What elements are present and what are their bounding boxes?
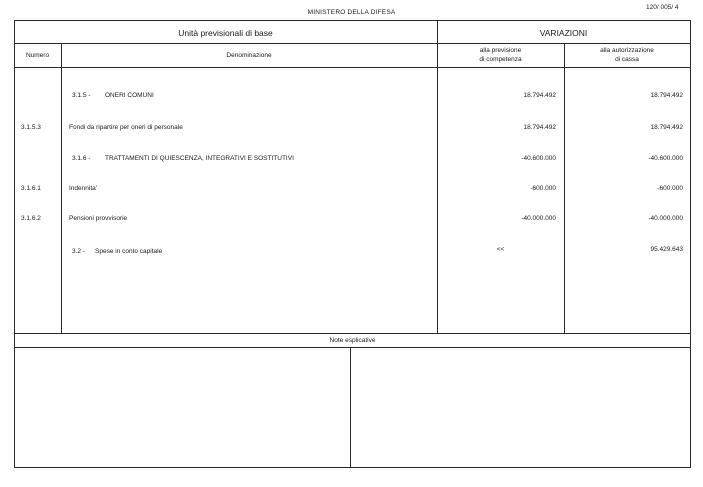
row-6-competenza: << <box>496 246 505 253</box>
table-body-bottom <box>14 333 691 334</box>
variations-title: VARIAZIONI <box>539 28 588 38</box>
row-4-cassa: -600.000 <box>657 185 683 192</box>
col-header-competenza-line1: alla previsione <box>479 47 522 54</box>
row-1-competenza: 18.794.492 <box>523 92 556 99</box>
row-4-denominazione: Indennita' <box>69 185 97 192</box>
row-3-denominazione: TRATTAMENTI DI QUIESCENZA, INTEGRATIVI E SOSTITUTIVI <box>105 155 294 162</box>
row-3-cassa: -40.600.000 <box>648 155 683 162</box>
row-5-numero: 3.1.6.2 <box>21 215 41 222</box>
row-3-code: 3.1.6 - <box>72 155 91 162</box>
group-header-divider <box>14 43 691 44</box>
col-header-cassa-line2: di cassa <box>615 56 639 63</box>
col-divider-denominazione <box>437 20 438 334</box>
row-1-denominazione: ONERI COMUNI <box>105 92 154 99</box>
row-1-code: 3.1.5 - <box>72 92 91 99</box>
row-6-denominazione: Spese in conto capitale <box>95 248 163 255</box>
row-2-numero: 3.1.5.3 <box>21 124 41 131</box>
frame-right <box>690 20 691 468</box>
col-header-numero: Numero <box>25 52 50 59</box>
notes-title: Note esplicative <box>329 337 376 344</box>
row-3-competenza: -40.600.000 <box>521 155 556 162</box>
row-2-competenza: 18.794.492 <box>523 124 556 131</box>
notes-title-divider <box>14 347 691 348</box>
group-title: Unità previsionali di base <box>178 28 273 38</box>
row-6-cassa: 95.429.643 <box>650 246 683 253</box>
col-header-denominazione: Denominazione <box>226 52 272 59</box>
frame-left <box>14 20 15 468</box>
frame-bottom <box>14 467 691 468</box>
ministry-title: MINISTERO DELLA DIFESA <box>307 9 396 16</box>
notes-divider <box>350 347 351 468</box>
frame-top <box>14 20 691 21</box>
row-6-code: 3.2 - <box>72 248 86 255</box>
row-5-competenza: -40.000.000 <box>521 215 556 222</box>
row-5-denominazione: Pensioni provvisorie <box>69 215 128 222</box>
col-header-cassa-line1: alla autorizzazione <box>600 47 654 54</box>
row-2-cassa: 18.794.492 <box>650 124 683 131</box>
row-4-competenza: -600.000 <box>530 185 556 192</box>
row-2-denominazione: Fondi da ripartire per oneri di personale <box>69 124 183 131</box>
row-1-cassa: 18.794.492 <box>650 92 683 99</box>
col-header-competenza-line2: di competenza <box>479 56 522 63</box>
row-5-cassa: -40.000.000 <box>648 215 683 222</box>
col-divider-numero <box>61 43 62 334</box>
column-header-divider <box>14 67 691 68</box>
page-code: 120/ 005/ 4 <box>646 4 679 11</box>
row-4-numero: 3.1.6.1 <box>21 185 41 192</box>
